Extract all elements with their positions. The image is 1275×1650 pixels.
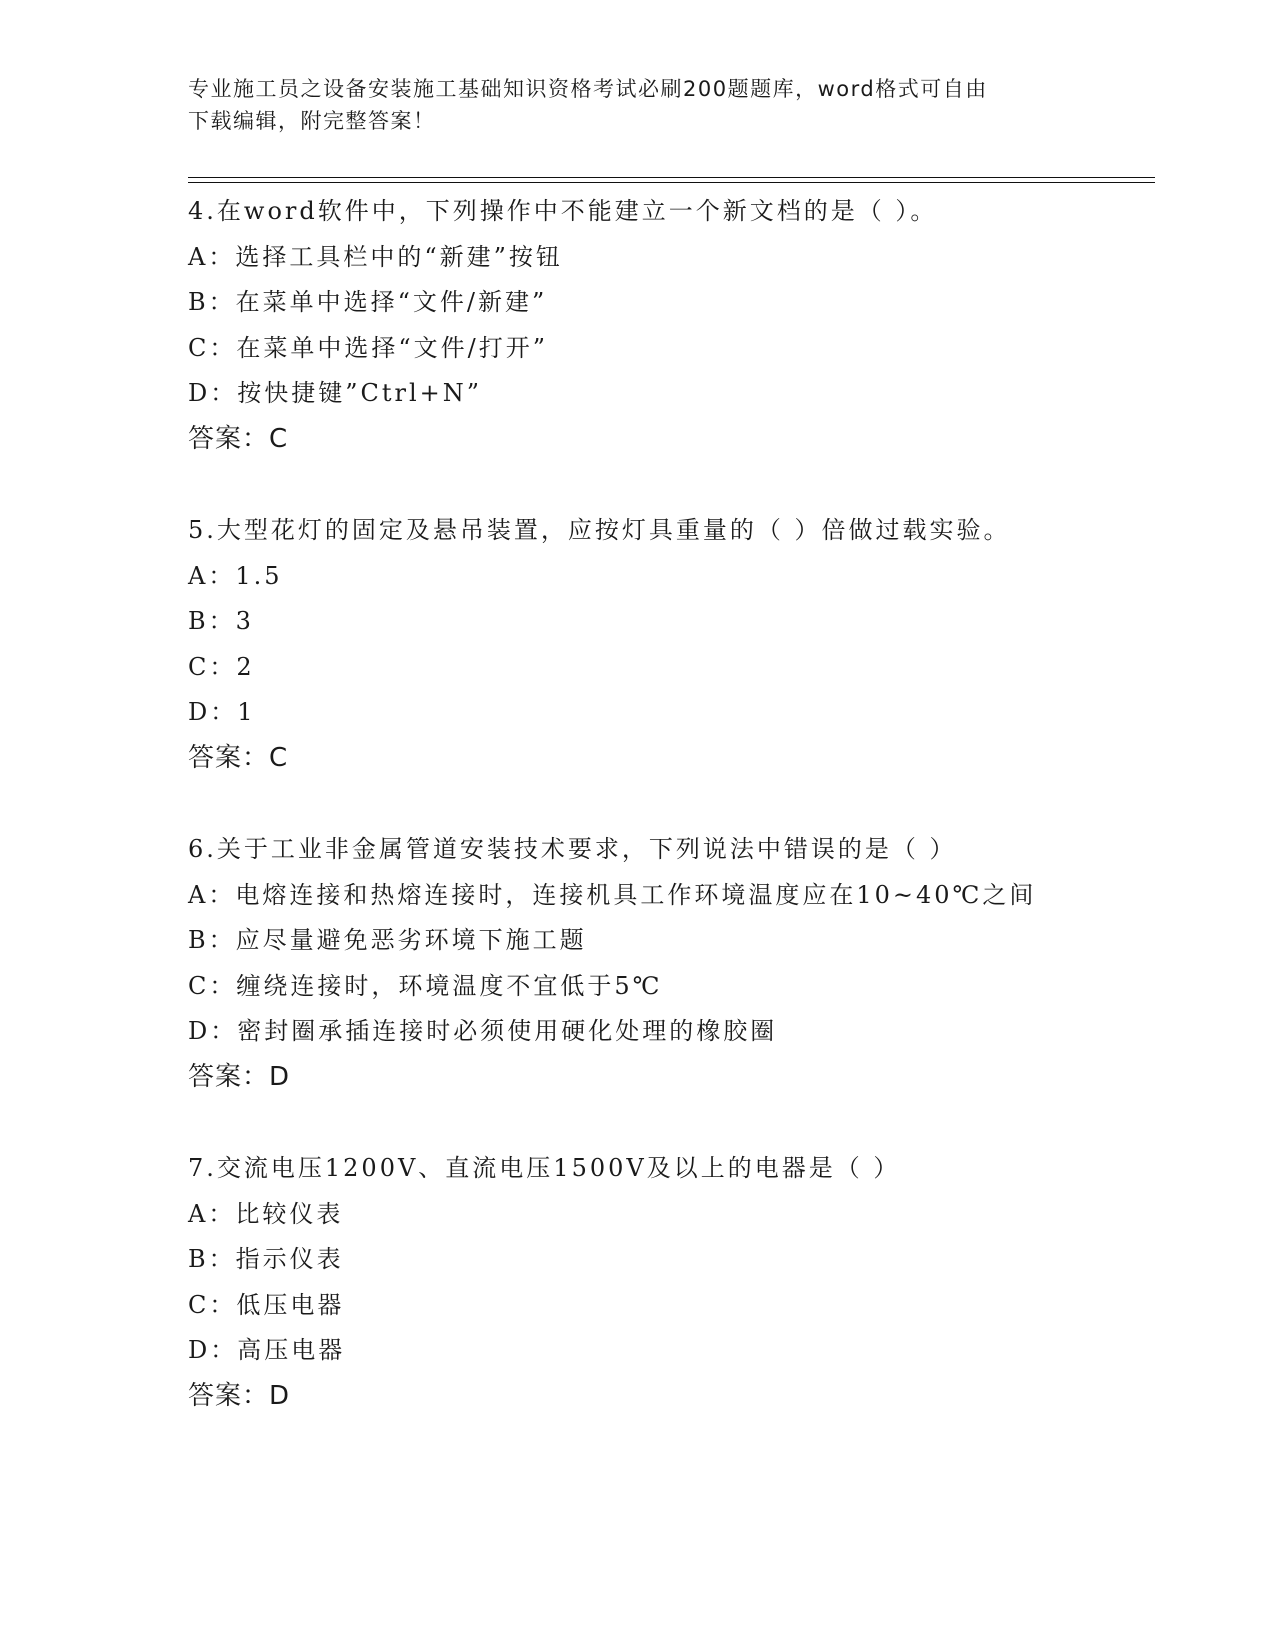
question-6 (188, 827, 1148, 1100)
header-divider-bottom (188, 182, 1155, 183)
option-c: C：缠绕连接时，环境温度不宜低于5℃ (188, 971, 663, 1000)
option-a: A：1.5 (188, 561, 283, 590)
option-d: D：1 (188, 698, 256, 726)
option-a: A：电熔连接和热熔连接时，连接机具工作环境温度应在10~40℃之间 (188, 880, 1037, 909)
answer: 答案：C (188, 423, 289, 454)
question-stem: 7.交流电压1200V、直流电压1500V及以上的电器是（ ） (188, 1154, 901, 1182)
header-line-2: 下载编辑，附完整答案！ (188, 109, 436, 133)
answer: 答案：D (188, 1061, 291, 1092)
option-c: C：2 (188, 652, 255, 681)
question-stem: 5.大型花灯的固定及悬吊装置，应按灯具重量的（ ）倍做过载实验。 (188, 516, 1011, 544)
option-b: B：3 (188, 607, 254, 635)
option-c: C：低压电器 (188, 1290, 345, 1319)
question-5 (188, 508, 1148, 781)
option-d: D：密封圈承插连接时必须使用硬化处理的橡胶圈 (188, 1017, 778, 1045)
question-stem: 6.关于工业非金属管道安装技术要求，下列说法中错误的是（ ） (188, 835, 957, 863)
answer: 答案：C (188, 742, 289, 773)
question-stem: 4.在word软件中，下列操作中不能建立一个新文档的是（ ）。 (188, 197, 938, 225)
question-4 (188, 189, 1148, 462)
document-header (188, 73, 1088, 137)
option-b: B：指示仪表 (188, 1245, 344, 1273)
answer: 答案：D (188, 1380, 291, 1411)
option-d: D：高压电器 (188, 1336, 346, 1364)
option-b: B：应尽量避免恶劣环境下施工题 (188, 926, 587, 954)
option-b: B：在菜单中选择“文件/新建” (188, 288, 548, 316)
question-7 (188, 1146, 1148, 1419)
option-a: A：选择工具栏中的“新建”按钮 (188, 242, 563, 271)
option-c: C：在菜单中选择“文件/打开” (188, 333, 548, 362)
header-line-1: 专业施工员之设备安装施工基础知识资格考试必刷200题题库，word格式可自由 (188, 77, 988, 101)
option-d: D：按快捷键”Ctrl+N” (188, 379, 483, 407)
option-a: A：比较仪表 (188, 1199, 344, 1228)
header-divider-top (188, 177, 1155, 178)
